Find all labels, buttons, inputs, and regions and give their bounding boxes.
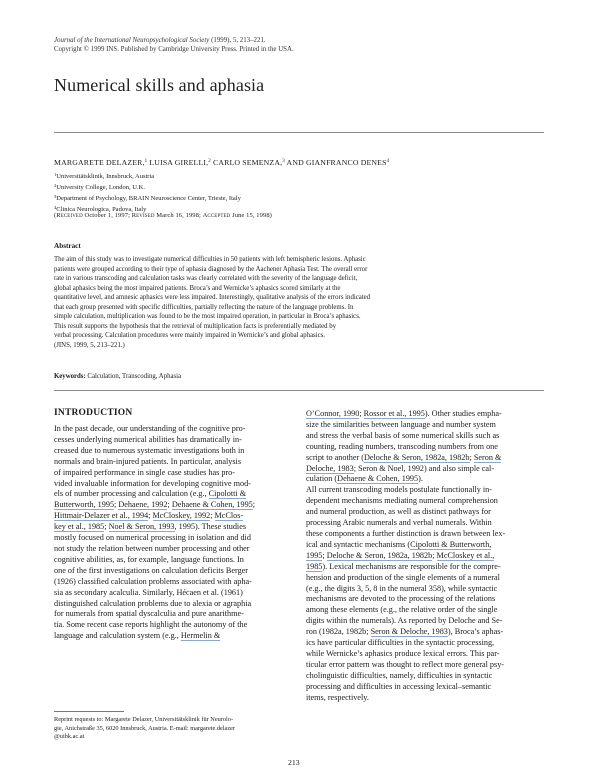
text-run: , 1995). These studies <box>174 522 247 532</box>
text-line <box>306 671 544 682</box>
text-run: language and calculation system (e.g., <box>54 631 181 641</box>
author-1: MARGARETE DELAZER, <box>54 158 145 167</box>
text-line <box>54 544 291 555</box>
affiliation-2-sup: 2 <box>54 183 57 188</box>
abstract-line: global aphasics being the most impaired patients. Broca’s and Wernicke’s aphasics scored similarly at the <box>54 284 341 292</box>
text-run: ; <box>210 511 215 521</box>
citation-link[interactable]: Noel & Seron, 1993 <box>108 522 175 532</box>
keywords-text: Calculation, Transcoding, Aphasia <box>85 373 182 380</box>
abstract-line: quantitative level, and amnesic aphasics were less impaired. Interestingly, qualitative analysis of the errors indicated <box>54 294 371 301</box>
text-run: normals and brain-injured patients. In particular, analysis <box>54 456 242 466</box>
text-run: cognitive abilities, as, for example, language functions. In <box>54 554 244 564</box>
citation-link[interactable]: Deloche & Seron, 1982a, 1982b <box>363 452 470 462</box>
abstract-line: verbal processing. Calculation procedures were mainly impaired in Wernicke’s and global aphasics. <box>54 332 325 339</box>
journal-name: Journal of the International Neuropsychological Society <box>54 37 210 44</box>
affiliation-3 <box>54 192 241 203</box>
text-run: hension and production of the single elements of a numeral <box>306 572 500 582</box>
affiliation-4-text: Clinica Neurologica, Padova, Italy <box>56 206 147 213</box>
abstract-rule <box>54 390 544 391</box>
text-line <box>54 577 291 588</box>
text-line <box>54 588 291 599</box>
text-run: (1926) classified calculation problems associated with apha- <box>54 576 252 586</box>
text-line <box>306 594 544 605</box>
text-run: ; <box>432 550 437 560</box>
text-line <box>306 660 544 671</box>
citation-link[interactable]: Deloche, 1983 <box>306 463 354 473</box>
text-line <box>54 566 291 577</box>
citation-link[interactable]: Cipolotti & <box>208 489 247 499</box>
affiliation-3-sup: 3 <box>54 194 57 199</box>
text-line <box>54 479 291 490</box>
abstract-line: This result supports the hypothesis that the retrieval of multiplication facts is preferentially mediated by <box>54 322 336 330</box>
text-line <box>306 584 544 595</box>
text-line <box>306 682 544 693</box>
text-run: tia. Some recent case reports highlight the autonomy of the <box>54 620 248 630</box>
text-run: mechanisms are devoted to the processing of the relations <box>306 594 496 604</box>
author-4: AND GIANFRANCO DENES <box>284 158 387 167</box>
author-3: CARLO SEMENZA, <box>210 158 283 167</box>
text-line <box>54 457 291 468</box>
citation-link[interactable]: Dehaene & Cohen, 1995 <box>337 474 419 484</box>
footnote-rule <box>54 711 124 712</box>
text-run: size the similarities between language and number system <box>306 419 496 429</box>
text-run: one of the first investigations on calculation deficits Berger <box>54 565 249 575</box>
text-line <box>54 424 291 435</box>
text-line <box>306 442 544 453</box>
text-line <box>306 693 544 704</box>
text-run: dependent mechanisms mediating numeral comprehension <box>306 496 498 506</box>
citation-link[interactable]: Rossor et al., 1995 <box>363 409 425 418</box>
citation-link[interactable]: McCloskey, 1992 <box>152 511 211 521</box>
text-line <box>306 496 544 507</box>
affiliation-3-text: Department of Psychology, BRAIN Neuroscience Center, Trieste, Italy <box>56 195 241 202</box>
text-run: script to another ( <box>306 452 364 462</box>
text-run: All current transcoding models postulate functionally in- <box>306 485 492 495</box>
abstract-body <box>54 255 502 350</box>
affiliation-4-sup: 4 <box>54 205 57 210</box>
text-run: ; <box>322 550 327 560</box>
title-rule <box>54 132 544 133</box>
text-run: In the past decade, our understanding of the cognitive pro- <box>54 424 246 433</box>
section-heading-introduction: INTRODUCTION <box>54 408 133 418</box>
page-number: 213 <box>288 758 300 767</box>
text-run: sia as secondary acalculia. Similarly, Hécaen et al. (1961) <box>54 587 243 597</box>
text-run: of impaired performance in single case studies has pro- <box>54 467 235 477</box>
received-label: Received <box>56 212 83 219</box>
journal-citation-rest: (1999), 5, 213–221. <box>209 37 266 44</box>
text-line <box>54 511 291 522</box>
body-column-right <box>306 409 544 703</box>
keywords-label: Keywords: <box>54 373 86 380</box>
citation-link[interactable]: 1985 <box>306 561 323 571</box>
text-line <box>306 464 544 475</box>
text-run: and numeral production, as well as distinct pathways for <box>306 507 491 517</box>
abstract-line: that each group presented with specific difficulties, partially reflecting the nature of the language problems. In <box>54 303 354 311</box>
paper-title: Numerical skills and aphasia <box>54 75 265 95</box>
abstract-line: patients were grouped according to their type of aphasia diagnosed by the Aachener Aphasia Test. The overall error <box>54 265 368 273</box>
citation-link[interactable]: O’Connor, 1990 <box>306 409 360 418</box>
text-line <box>54 620 291 631</box>
text-run: ; <box>252 500 256 510</box>
text-run: ; <box>469 452 474 462</box>
text-line <box>306 616 544 627</box>
text-run: processing and difficulties in accessing lexical–semantic <box>306 681 492 691</box>
text-line <box>306 431 544 442</box>
citation-link[interactable]: Seron & Deloche, 1983 <box>370 627 448 637</box>
text-line <box>54 522 291 533</box>
text-run: culation ( <box>306 474 338 484</box>
revised-label: Revised <box>131 212 155 219</box>
text-line <box>306 540 544 551</box>
body-column-left <box>54 424 291 642</box>
text-line <box>306 605 544 616</box>
text-run: ; Seron & Noel, 1992) and also simple cal- <box>353 463 495 473</box>
text-line <box>306 453 544 464</box>
text-line <box>54 631 291 642</box>
citation-link[interactable]: Butterworth, 1995 <box>54 500 115 510</box>
text-line <box>306 420 544 431</box>
text-run: items, respectively. <box>306 692 369 702</box>
text-line <box>306 649 544 660</box>
text-run: creased due to numerous systematic investigations both in <box>54 445 245 455</box>
text-line <box>306 627 544 638</box>
text-line <box>306 573 544 584</box>
author-1-sup: 1 <box>144 159 148 164</box>
citation-link[interactable]: Cipolotti & Butterworth, <box>410 539 492 549</box>
citation-link[interactable]: McClos- <box>214 511 244 521</box>
journal-citation <box>54 36 294 45</box>
text-line <box>306 507 544 518</box>
text-run: els of number processing and calculation (e.g., <box>54 489 209 499</box>
citation-link[interactable]: Seron & <box>473 452 502 462</box>
citation-link[interactable]: 1995 <box>306 550 323 560</box>
revised-date: March 16, 1998; <box>154 212 203 219</box>
citation-link[interactable]: Dehaene, 1992 <box>118 500 168 510</box>
abstract-line: simple calculation, multiplication was found to be the most impaired operation, in particular in Broca’s aphasics. <box>54 313 361 320</box>
text-run: and stress the verbal basis of some numerical skills such as <box>306 430 500 440</box>
author-4-sup: 4 <box>386 159 390 164</box>
text-run: ; <box>114 500 119 510</box>
text-run: ; <box>148 511 153 521</box>
affiliation-1-text: Universitätsklinik, Innsbruck, Austria <box>56 173 155 180</box>
text-run: processing Arabic numerals and verbal numerals. Within <box>306 518 492 528</box>
text-run: ). Lexical mechanisms are responsible for the compre- <box>322 561 501 571</box>
text-run: cholinguistic difficulties, namely, difficulties in syntactic <box>306 670 493 680</box>
affiliation-2-text: University College, London, U.K. <box>56 184 145 191</box>
citation-link[interactable]: key et al., 1985 <box>54 522 105 532</box>
text-run: ). <box>418 474 423 484</box>
text-run: vided invaluable information for developing cognitive mod- <box>54 478 251 488</box>
citation-link[interactable]: Dehaene & Cohen, 1995 <box>171 500 253 510</box>
citation-link[interactable]: Hittmair-Delazer et al., 1994 <box>54 511 149 521</box>
text-line <box>306 485 544 496</box>
text-run: ticular error pattern was thought to reflect more general psy- <box>306 659 505 669</box>
affiliation-2 <box>54 181 241 192</box>
text-line <box>306 518 544 529</box>
text-line <box>54 468 291 479</box>
abstract-line: (JINS, 1999, 5, 213–221.) <box>54 341 125 349</box>
text-run: digits within the numerals). As reported by Deloche and Se- <box>306 616 503 626</box>
author-3-sup: 3 <box>282 159 285 164</box>
text-run: ics have particular difficulties in the syntactic processing, <box>306 638 495 648</box>
journal-header <box>54 36 294 54</box>
text-line <box>54 435 291 446</box>
abstract-line: The aim of this study was to investigate numerical difficulties in 50 patients with left hemispheric lesions. Aphasic <box>54 256 366 263</box>
text-run: ; <box>104 522 109 532</box>
affiliation-list <box>54 170 241 214</box>
text-run: ; <box>167 500 172 510</box>
text-run: mostly focused on numerical processing in isolation and did <box>54 533 251 543</box>
author-2-sup: 2 <box>208 159 211 164</box>
accepted-label: Accepted <box>202 212 231 219</box>
text-line <box>54 555 291 566</box>
text-line <box>54 500 291 511</box>
abstract-heading: Abstract <box>54 242 81 250</box>
text-run: these components a further distinction is drawn between lex- <box>306 528 506 538</box>
abstract-line: rate in various transcoding and calculation tasks was clearly correlated with the severity of the language deficit, <box>54 275 358 282</box>
text-run: ). Other studies empha- <box>424 409 502 418</box>
text-run: ; <box>359 409 364 418</box>
text-run: ical and syntactic mechanisms ( <box>306 539 411 549</box>
text-line <box>54 599 291 610</box>
citation-link[interactable]: Deloche & Seron, 1982a, 1982b <box>326 550 433 560</box>
text-run: ron (1982a, 1982b; <box>306 627 371 637</box>
copyright-line: Copyright © 1999 INS. Published by Cambridge University Press. Printed in the USA. <box>54 46 294 53</box>
text-line <box>306 529 544 540</box>
text-line <box>54 609 291 620</box>
text-line <box>306 562 544 573</box>
footnote-line: Reprint requests to: Margarete Delazer, Universitätsklinik für Neurolo- <box>54 716 234 723</box>
text-run: ), Broca’s aphas- <box>447 627 504 637</box>
author-2: LUISA GIRELLI, <box>147 158 209 167</box>
text-line <box>306 474 544 485</box>
text-line <box>306 551 544 562</box>
text-line <box>54 489 291 500</box>
text-line <box>54 446 291 457</box>
text-run: among these elements (e.g., the relative order of the single <box>306 605 498 615</box>
text-line <box>306 638 544 649</box>
citation-link[interactable]: Hermelin & <box>180 631 221 641</box>
affiliation-1-sup: 1 <box>54 172 57 177</box>
footnote-reprint <box>54 716 235 742</box>
footnote-line: @uibk.ac.at <box>54 733 85 741</box>
text-run: counting, reading numbers, transcoding numbers from one <box>306 441 498 451</box>
accepted-date: June 15, 1998) <box>230 212 272 219</box>
text-run: while Wernicke’s aphasics produce lexical errors. This par- <box>306 648 500 658</box>
text-line <box>306 409 544 420</box>
text-run: not study the relation between number processing and other <box>54 543 250 553</box>
author-list <box>54 158 389 167</box>
text-run: (e.g., the digits 3, 5, 8 in the numeral 358), while syntactic <box>306 583 498 593</box>
text-run: for numerals from spatial dyscalculia and pure anarithme- <box>54 609 244 619</box>
text-line <box>54 533 291 544</box>
received-date: October 1, 1997; <box>82 212 132 219</box>
citation-link[interactable]: McCloskey et al., <box>436 550 495 560</box>
text-run: distinguished calculation problems due to alexia or agraphia <box>54 598 252 608</box>
text-run: cesses underlying numerical abilities has dramatically in- <box>54 434 242 444</box>
received-dates: (Received October 1, 1997; Revised March 16, 1998; Accepted June 15, 1998) <box>54 212 272 219</box>
keywords <box>54 373 181 380</box>
affiliation-1 <box>54 170 241 181</box>
footnote-line: gie, Anichstraße 35, 6020 Innsbruck, Austria. E-mail: margarete.delazer <box>54 724 236 732</box>
